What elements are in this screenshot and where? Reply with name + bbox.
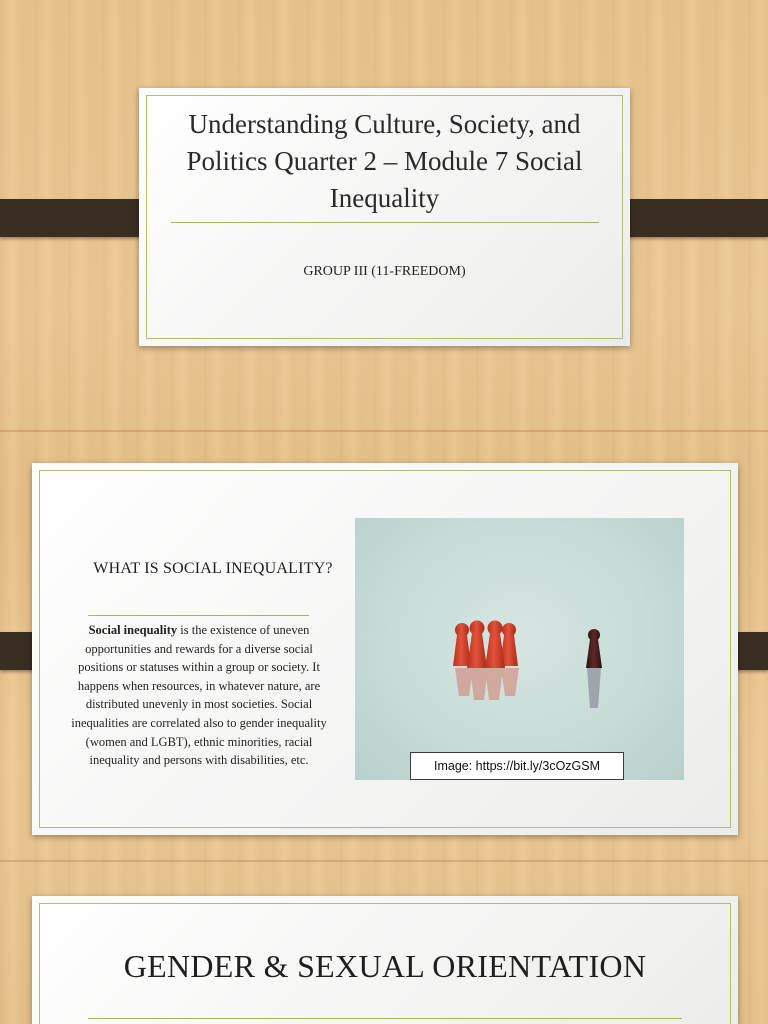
- definition-term: Social inequality: [88, 623, 178, 637]
- slide-heading: WHAT IS SOCIAL INEQUALITY?: [93, 560, 333, 577]
- slide-title[interactable]: [139, 88, 630, 346]
- red-pawn-group: [453, 621, 519, 701]
- slide-title-text: GENDER & SEXUAL ORIENTATION: [123, 948, 647, 984]
- definition-text: [70, 621, 328, 770]
- slide-title-text: Understanding Culture, Society, and Politics Quarter 2 – Module 7 Social Inequality: [186, 109, 583, 213]
- title-divider: [171, 222, 599, 223]
- slide-subtitle: GROUP III (11-FREEDOM): [303, 264, 466, 279]
- slide-gender-sexual-orientation[interactable]: [32, 896, 738, 1024]
- dark-pawn: [586, 629, 602, 708]
- title-divider: [88, 1018, 682, 1019]
- pawns-image: [355, 518, 684, 780]
- strap-left: [0, 199, 154, 237]
- heading-divider: [88, 615, 309, 616]
- slide-social-inequality[interactable]: [32, 463, 738, 835]
- definition-body: is the existence of uneven opportunities and rewards for a diverse social positions or statuses within a group or society. It happens when resources, in whatever nature, are distributed unevenly in most societies. Social inequalities are correlated also to gender inequality (women and LGBT), ethnic minorities, racial inequality and persons with disabilities, etc.: [71, 623, 327, 768]
- image-caption: Image: https://bit.ly/3cOzGSM: [410, 752, 624, 780]
- pawns-illustration: [355, 518, 684, 780]
- strap-right: [613, 199, 768, 237]
- wood-seam: [0, 430, 768, 432]
- wood-seam: [0, 860, 768, 862]
